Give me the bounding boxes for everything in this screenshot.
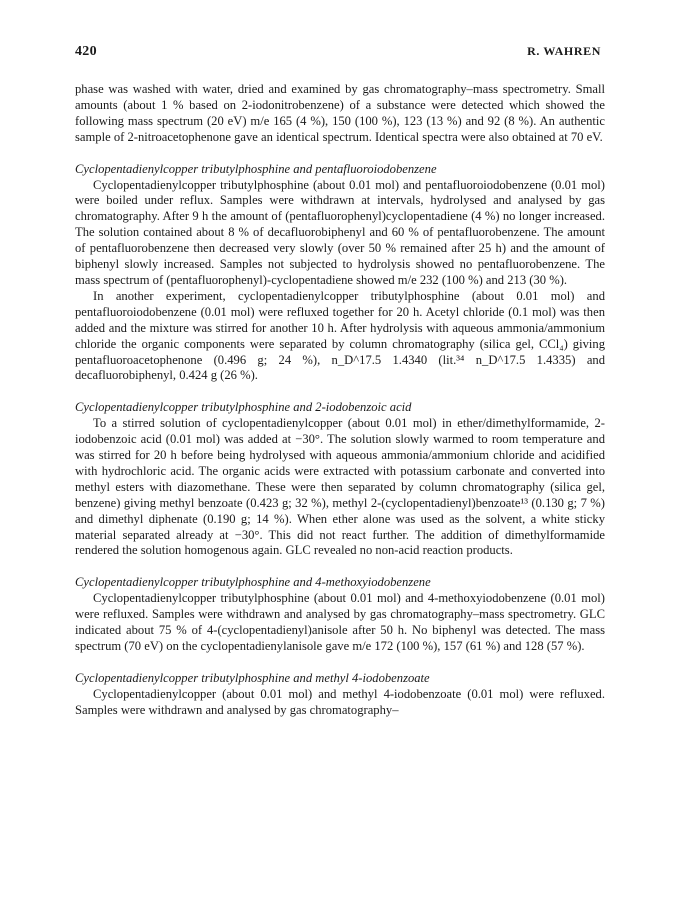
paragraph-pentafluoro-reflux: Cyclopentadienylcopper tributylphosphine (about 0.01 mol) and pentafluoroiodobenzene (0.01 mol) were boiled under reflux. Samples were withdrawn at intervals, hydrolysed and analysed by gas chromatography. After 9 h the amount of (pentafluorophenyl)cyclopentadiene (4 %) no longer increased. The solution contained about 8 % of decafluorobiphenyl and 60 % of pentafluorobenzene. The amount of pentafluorobenzene then decreased very slowly (over 50 % remained after 25 h) and the amount of biphenyl slowly increased. Samples not subjected to hydrolysis showed no pentafluorobenzene. The mass spectrum of (pentafluorophenyl)-cyclopentadiene showed m/e 232 (100 %) and 213 (30 %). (75, 177, 605, 287)
running-header (75, 44, 605, 66)
section-heading-methoxyiodobenzene: Cyclopentadienylcopper tributylphosphine and 4-methoxyiodobenzene (75, 575, 431, 590)
section-heading-iodobenzoic-acid: Cyclopentadienylcopper tributylphosphine and 2-iodobenzoic acid (75, 400, 412, 415)
running-author: R. WAHREN (527, 44, 601, 58)
paragraph-methoxyiodobenzene: Cyclopentadienylcopper tributylphosphine (about 0.01 mol) and 4-methoxyiodobenzene (0.01 mol) were refluxed. Samples were withdrawn and analysed by gas chromatography–mass spectrometry. GLC indicated about 75 % of 4-(cyclopentadienyl)anisole after 50 h. No biphenyl was detected. The mass spectrum (70 eV) on the cyclopentadienylanisole gave m/e 172 (100 %), 157 (61 %) and 128 (57 %). (75, 591, 605, 653)
page-number: 420 (75, 44, 97, 59)
paragraph-methyl-iodobenzoate: Cyclopentadienylcopper (about 0.01 mol) and methyl 4-iodobenzoate (0.01 mol) were refluxed. Samples were withdrawn and analysed by gas chromatography– (75, 686, 605, 717)
section-heading-methyl-iodobenzoate: Cyclopentadienylcopper tributylphosphine and methyl 4-iodobenzoate (75, 670, 430, 685)
paragraph-pentafluoro-acetyl: In another experiment, cyclopentadienylcopper tributylphosphine (about 0.01 mol) and pentafluoroiodobenzene (0.01 mol) were refluxed together for 20 h. Acetyl chloride (0.1 mol) was then added and the mixture was stirred for another 10 h. After hydrolysis with aqueous ammonia/ammonium chloride the organic components were separated by column chromatography (silica gel, CCl₄) giving pentafluoroacetophenone (0.496 g; 24 %), n_D^17.5 1.4340 (lit.³⁴ n_D^17.5 1.4335) and decafluorobiphenyl, 0.424 g (26 %). (75, 288, 605, 383)
paragraph-intro-continued: phase was washed with water, dried and examined by gas chromatography–mass spectrometry. Small amounts (about 1 % based on 2-iodonitrobenzene) of a substance were detected which showed the following mass spectrum (20 eV) m/e 165 (4 %), 150 (100 %), 123 (13 %) and 92 (8 %). An authentic sample of 2-nitroacetophenone gave an identical spectrum. Identical spectra were also obtained at 70 eV. (75, 82, 605, 144)
page (75, 44, 605, 719)
paragraph-iodobenzoic-acid: To a stirred solution of cyclopentadienylcopper (about 0.01 mol) in ether/dimethylformamide, 2-iodobenzoic acid (0.01 mol) was added at −30°. The solution slowly warmed to room temperature and was stirred for 20 h before being hydrolysed with aqueous ammonia/ammonium chloride and acidified with hydrochloric acid. The organic acids were extracted with potassium carbonate and converted into methyl esters with diazomethane. These were then separated by column chromatography (silica gel, benzene) giving methyl benzoate (0.423 g; 32 %), methyl 2-(cyclopentadienyl)benzoate¹³ (0.130 g; 7 %) and dimethyl diphenate (0.190 g; 14 %). When ether alone was used as the solvent, a white sticky material separated already at −30°. This did not react further. The addition of dimethylformamide rendered the solution homogenous again. GLC revealed no non-acid reaction products. (75, 416, 605, 558)
section-heading-pentafluoroiodobenzene: Cyclopentadienylcopper tributylphosphine and pentafluoroiodobenzene (75, 161, 437, 176)
